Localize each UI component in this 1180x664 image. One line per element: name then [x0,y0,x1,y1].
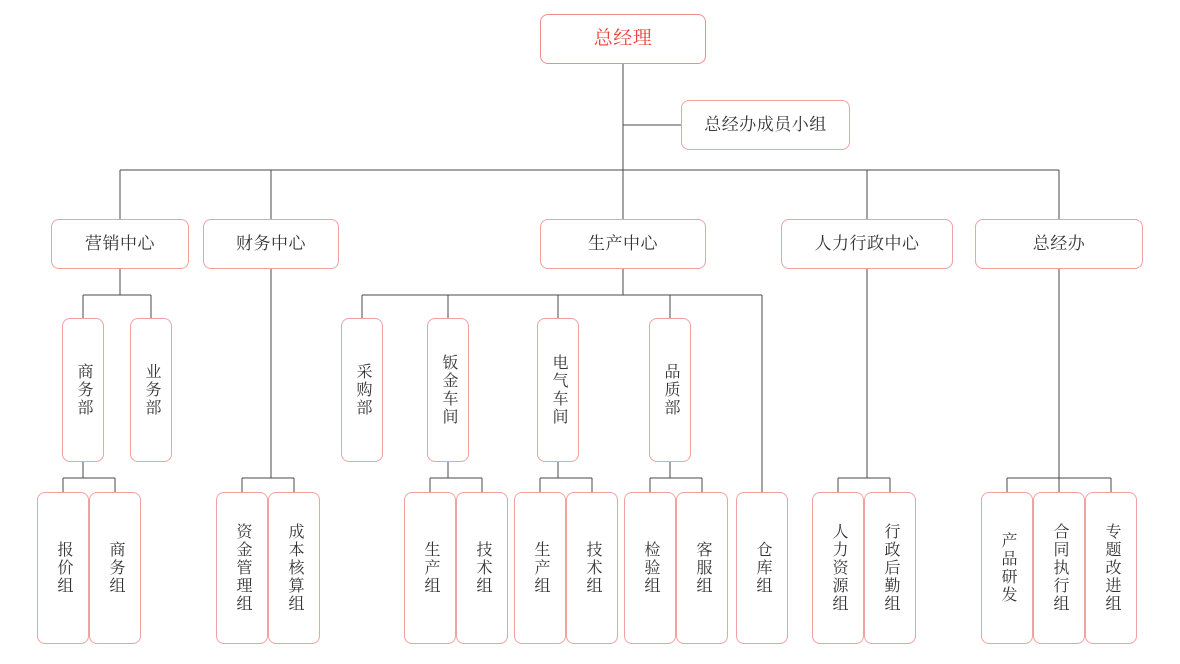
node-label: 总经办 [1032,234,1086,254]
node-gm[interactable] [540,14,706,64]
node-cost-acct[interactable] [268,492,320,644]
node-label: 合同执行组 [1051,523,1068,613]
node-label: 营销中心 [85,234,155,254]
node-quote-group[interactable] [37,492,89,644]
node-label: 产品研发 [999,532,1016,604]
node-label: 人力行政中心 [814,234,920,254]
node-service-group[interactable] [676,492,728,644]
node-label: 商务组 [107,541,124,595]
node-fund-mgmt[interactable] [216,492,268,644]
node-quality-dept[interactable] [649,318,691,462]
node-label: 成本核算组 [286,523,303,613]
node-inspect-group[interactable] [624,492,676,644]
node-label: 财务中心 [236,234,306,254]
node-label: 专题改进组 [1103,523,1120,613]
node-tech-group-1[interactable] [456,492,508,644]
node-label: 总经理 [593,28,653,50]
node-label: 人力资源组 [830,523,847,613]
node-hr-group[interactable] [812,492,864,644]
node-prod-group-1[interactable] [404,492,456,644]
node-label: 采购部 [354,363,371,417]
node-rnd-group[interactable] [981,492,1033,644]
node-label: 总经办成员小组 [704,115,827,135]
node-electrical[interactable] [537,318,579,462]
node-sheet-metal[interactable] [427,318,469,462]
node-improve-group[interactable] [1085,492,1137,644]
node-label: 技术组 [584,541,601,595]
node-business-group[interactable] [89,492,141,644]
node-label: 生产中心 [588,234,658,254]
node-admin-group[interactable] [864,492,916,644]
node-marketing[interactable] [51,219,189,269]
node-hr-admin[interactable] [781,219,953,269]
node-contract-exec[interactable] [1033,492,1085,644]
node-production[interactable] [540,219,706,269]
node-label: 电气车间 [550,354,567,426]
node-label: 行政后勤组 [882,523,899,613]
node-label: 商务部 [75,363,92,417]
node-label: 生产组 [422,541,439,595]
node-label: 仓库组 [754,541,771,595]
node-gm-office[interactable] [975,219,1143,269]
node-tech-group-2[interactable] [566,492,618,644]
node-label: 业务部 [143,363,160,417]
node-purchase-dept[interactable] [341,318,383,462]
node-label: 技术组 [474,541,491,595]
node-gm-office-team[interactable] [681,100,850,150]
node-finance[interactable] [203,219,339,269]
node-label: 品质部 [662,363,679,417]
node-label: 报价组 [55,541,72,595]
node-warehouse[interactable] [736,492,788,644]
node-label: 钣金车间 [440,354,457,426]
node-business-dept[interactable] [62,318,104,462]
node-label: 客服组 [694,541,711,595]
node-label: 检验组 [642,541,659,595]
node-label: 资金管理组 [234,523,251,613]
node-label: 生产组 [532,541,549,595]
node-sales-dept[interactable] [130,318,172,462]
node-prod-group-2[interactable] [514,492,566,644]
